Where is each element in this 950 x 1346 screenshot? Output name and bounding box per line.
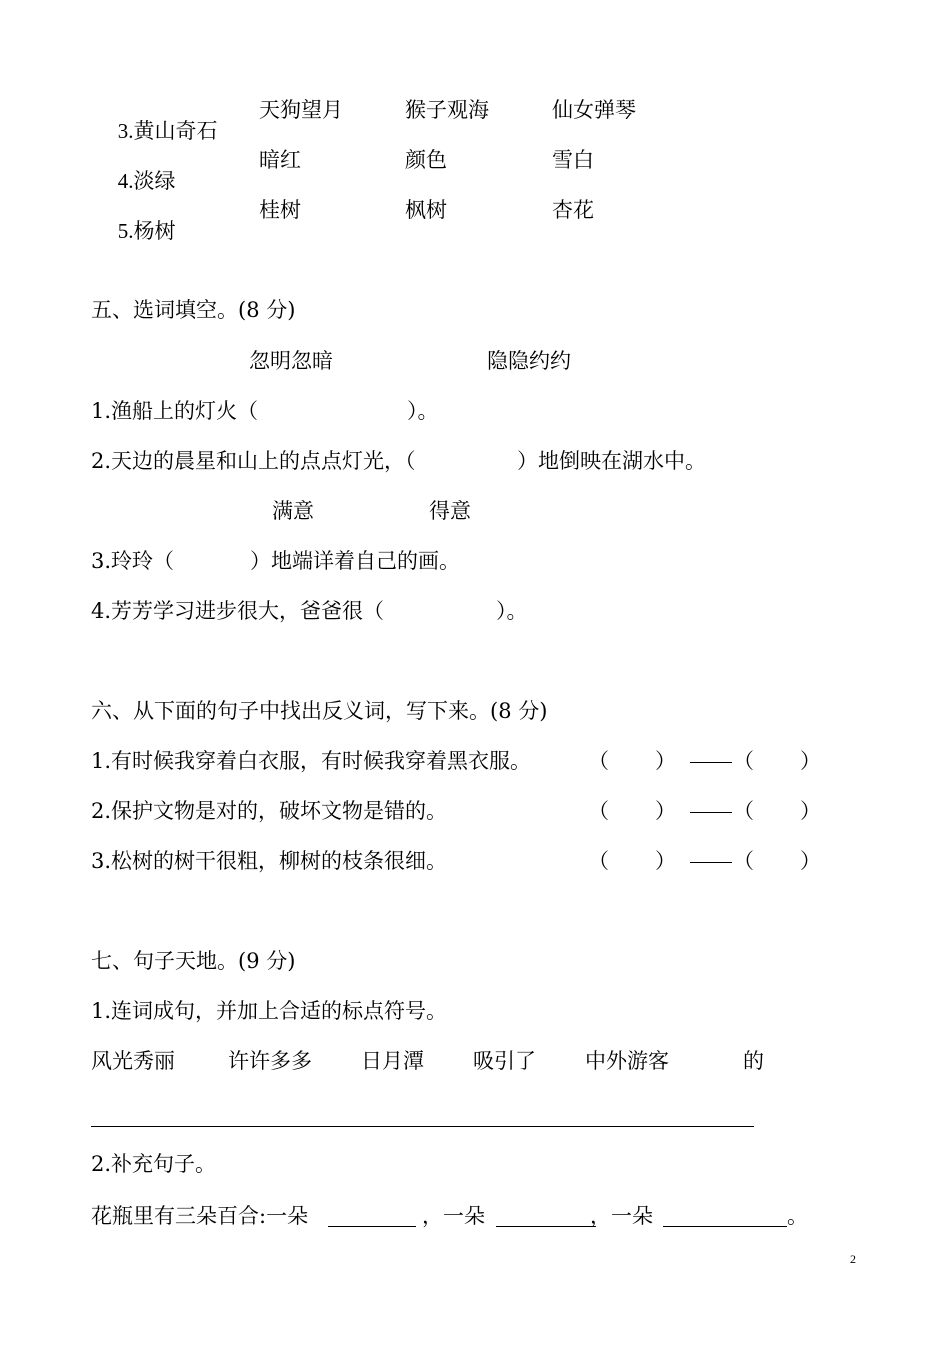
answer-close-paren: ）	[800, 799, 821, 823]
blank-line[interactable]	[663, 1226, 787, 1227]
answer-close-paren: ）	[655, 799, 676, 823]
blank-line[interactable]	[328, 1226, 416, 1227]
word-tile: 吸引了	[473, 1049, 536, 1073]
blank-line[interactable]	[496, 1226, 596, 1227]
answer-open-paren: （	[733, 749, 754, 773]
s5-q4-post: ）。	[496, 599, 528, 623]
word: 雪白	[552, 148, 594, 172]
s5-q3-pre: 3.玲玲（	[91, 549, 175, 573]
section-7-title: 七、句子天地。(9 分)	[91, 949, 296, 973]
answer-open-paren: （	[733, 849, 754, 873]
s4-row-5	[91, 200, 175, 263]
word: 杏花	[552, 198, 594, 222]
word-tile: 风光秀丽	[91, 1049, 175, 1073]
word: 淡绿	[133, 169, 176, 193]
s7-q2-part2: ，一朵	[422, 1204, 485, 1228]
word: 黄山奇石	[133, 119, 218, 143]
s5-q1-post: ）。	[407, 399, 439, 423]
dash-line	[690, 762, 732, 763]
s7-q2-end: 。	[787, 1204, 808, 1228]
word-tile: 日月潭	[361, 1049, 424, 1073]
section-5-title: 五、选词填空。(8 分)	[91, 298, 296, 322]
dash-line	[690, 812, 732, 813]
answer-close-paren: ）	[655, 749, 676, 773]
answer-close-paren: ）	[800, 849, 821, 873]
s7-q2-part1: 花瓶里有三朵百合:一朵	[91, 1204, 309, 1228]
s5-q3-post: ）地端详着自己的画。	[250, 549, 460, 573]
answer-open-paren: （	[733, 799, 754, 823]
s6-q1-text: 1.有时候我穿着白衣服，有时候我穿着黑衣服。	[91, 749, 532, 773]
s5-q4-pre: 4.芳芳学习进步很大，爸爸很（	[91, 599, 385, 623]
word-choice: 得意	[429, 499, 471, 523]
word-tile: 的	[743, 1049, 764, 1073]
answer-close-paren: ）	[655, 849, 676, 873]
s5-q2-pre: 2.天边的晨星和山上的点点灯光，（	[91, 449, 416, 473]
s5-q1-pre: 1.渔船上的灯火（	[91, 399, 259, 423]
answer-open-paren: （	[588, 799, 609, 823]
word-choice: 隐隐约约	[487, 349, 571, 373]
word-tile: 许许多多	[228, 1049, 312, 1073]
answer-open-paren: （	[588, 749, 609, 773]
word: 仙女弹琴	[552, 98, 636, 122]
word: 杨树	[133, 219, 176, 243]
s5-q2-post: ）地倒映在湖水中。	[517, 449, 706, 473]
row-number: 4.	[117, 169, 134, 193]
s6-q3-text: 3.松树的树干很粗，柳树的枝条很细。	[91, 849, 448, 873]
s6-q2-text: 2.保护文物是对的，破坏文物是错的。	[91, 799, 448, 823]
word-tile: 中外游客	[585, 1049, 669, 1073]
word-choice: 忽明忽暗	[249, 349, 333, 373]
word: 天狗望月	[259, 98, 343, 122]
row-number: 5.	[117, 219, 134, 243]
word-choice: 满意	[272, 499, 314, 523]
s7-q2-title: 2.补充句子。	[91, 1152, 217, 1176]
dash-line	[690, 862, 732, 863]
answer-close-paren: ）	[800, 749, 821, 773]
row-number: 3.	[117, 119, 134, 143]
s7-q1-title: 1.连词成句，并加上合适的标点符号。	[91, 999, 448, 1023]
page-number: 2	[850, 1252, 856, 1266]
word: 猴子观海	[405, 98, 489, 122]
section-6-title: 六、从下面的句子中找出反义词，写下来。(8 分)	[91, 699, 548, 723]
word: 颜色	[405, 148, 447, 172]
s7-q2-part3: ，一朵	[590, 1204, 653, 1228]
word: 暗红	[259, 148, 301, 172]
answer-line[interactable]	[91, 1126, 754, 1127]
word: 枫树	[405, 198, 447, 222]
answer-open-paren: （	[588, 849, 609, 873]
word: 桂树	[259, 198, 301, 222]
